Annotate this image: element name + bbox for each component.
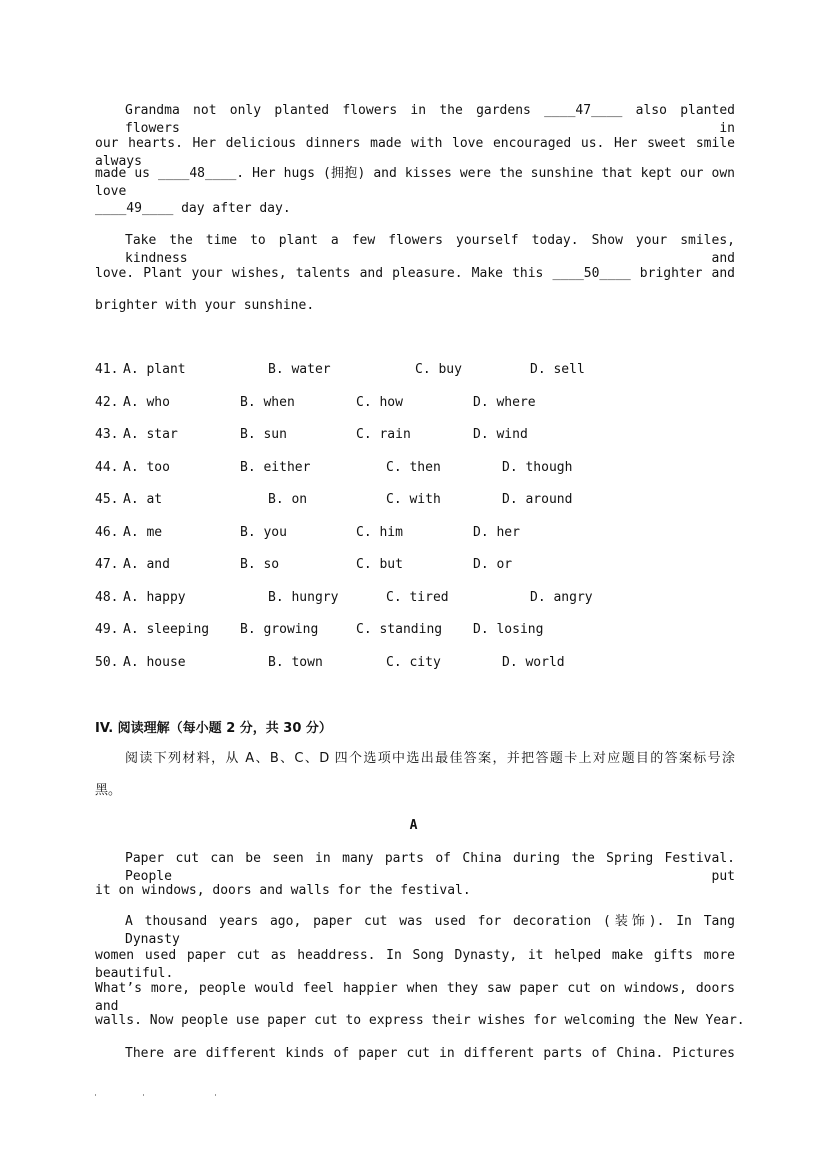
part-label: A	[409, 818, 418, 833]
option-a: A. and	[123, 557, 170, 572]
passage-line: brighter with your sunshine.	[95, 298, 315, 313]
option-b: B. so	[240, 557, 280, 572]
option-b: B. you	[240, 525, 287, 540]
passage-line: it on windows, doors and walls for the festival.	[95, 883, 471, 898]
option-b: B. when	[240, 395, 295, 410]
passage-line: love. Plant your wishes, talents and pleasure. Make this ____50____ brighter and	[95, 266, 735, 281]
option-c: C. then	[386, 460, 441, 475]
option-a: A. sleeping	[123, 622, 210, 637]
option-a: A. me	[123, 525, 163, 540]
passage-line: Take the time to plant a few flowers yourself today. Show your smiles, kindness and	[125, 233, 735, 266]
option-b: B. town	[268, 655, 323, 670]
passage-line: our hearts. Her delicious dinners made with love encouraged us. Her sweet smile always	[95, 136, 735, 169]
option-b: B. sun	[240, 427, 287, 442]
option-number: 46.	[95, 525, 119, 540]
option-d: D. world	[502, 655, 565, 670]
option-d: D. sell	[530, 362, 585, 377]
option-d: D. angry	[530, 590, 593, 605]
option-number: 41.	[95, 362, 119, 377]
option-c: C. city	[386, 655, 441, 670]
option-a: A. too	[123, 460, 170, 475]
option-a: A. happy	[123, 590, 186, 605]
option-b: B. on	[268, 492, 308, 507]
option-c: C. with	[386, 492, 441, 507]
passage-line: walls. Now people use paper cut to express their wishes for welcoming the New Year.	[95, 1013, 745, 1028]
option-d: D. around	[502, 492, 573, 507]
option-d: D. though	[502, 460, 573, 475]
option-c: C. but	[356, 557, 403, 572]
option-b: B. hungry	[268, 590, 339, 605]
passage-line: made us ____48____. Her hugs (拥抱) and kisses were the sunshine that kept our own love	[95, 166, 735, 199]
option-c: C. how	[356, 395, 403, 410]
option-c: C. buy	[415, 362, 462, 377]
passage-line: Grandma not only planted flowers in the gardens ____47____ also planted flowers in	[125, 103, 735, 136]
option-d: D. where	[473, 395, 536, 410]
option-d: D. wind	[473, 427, 528, 442]
option-a: A. plant	[123, 362, 186, 377]
option-number: 44.	[95, 460, 119, 475]
option-a: A. house	[123, 655, 186, 670]
passage-line: women used paper cut as headdress. In Song Dynasty, it helped make gifts more beautiful.	[95, 948, 735, 981]
option-number: 45.	[95, 492, 119, 507]
passage-line: ____49____ day after day.	[95, 201, 291, 216]
passage-line: Paper cut can be seen in many parts of China during the Spring Festival. People put	[125, 851, 735, 884]
page-mark	[95, 1094, 96, 1096]
passage-line: What’s more, people would feel happier when they saw paper cut on windows, doors and	[95, 981, 735, 1014]
option-number: 49.	[95, 622, 119, 637]
option-number: 42.	[95, 395, 119, 410]
option-a: A. who	[123, 395, 170, 410]
section-heading: IV. 阅读理解（每小题 2 分，共 30 分）	[95, 721, 332, 736]
option-c: C. tired	[386, 590, 449, 605]
option-c: C. standing	[356, 622, 443, 637]
option-number: 50.	[95, 655, 119, 670]
option-a: A. star	[123, 427, 178, 442]
option-d: D. her	[473, 525, 520, 540]
option-c: C. him	[356, 525, 403, 540]
option-b: B. growing	[240, 622, 319, 637]
option-b: B. either	[240, 460, 311, 475]
option-number: 43.	[95, 427, 119, 442]
option-number: 47.	[95, 557, 119, 572]
passage-line: A thousand years ago, paper cut was used for decoration (装饰). In Tang Dynasty	[125, 914, 735, 947]
option-number: 48.	[95, 590, 119, 605]
passage-line: There are different kinds of paper cut in different parts of China. Pictures	[125, 1046, 735, 1061]
option-b: B. water	[268, 362, 331, 377]
page-mark	[143, 1094, 144, 1096]
page-mark	[215, 1094, 216, 1096]
instructions-line: 阅读下列材料，从 A、B、C、D 四个选项中选出最佳答案，并把答题卡上对应题目的答案标号涂	[125, 751, 735, 766]
option-d: D. losing	[473, 622, 544, 637]
option-c: C. rain	[356, 427, 411, 442]
option-a: A. at	[123, 492, 163, 507]
option-d: D. or	[473, 557, 513, 572]
instructions-line: 黑。	[95, 783, 122, 798]
